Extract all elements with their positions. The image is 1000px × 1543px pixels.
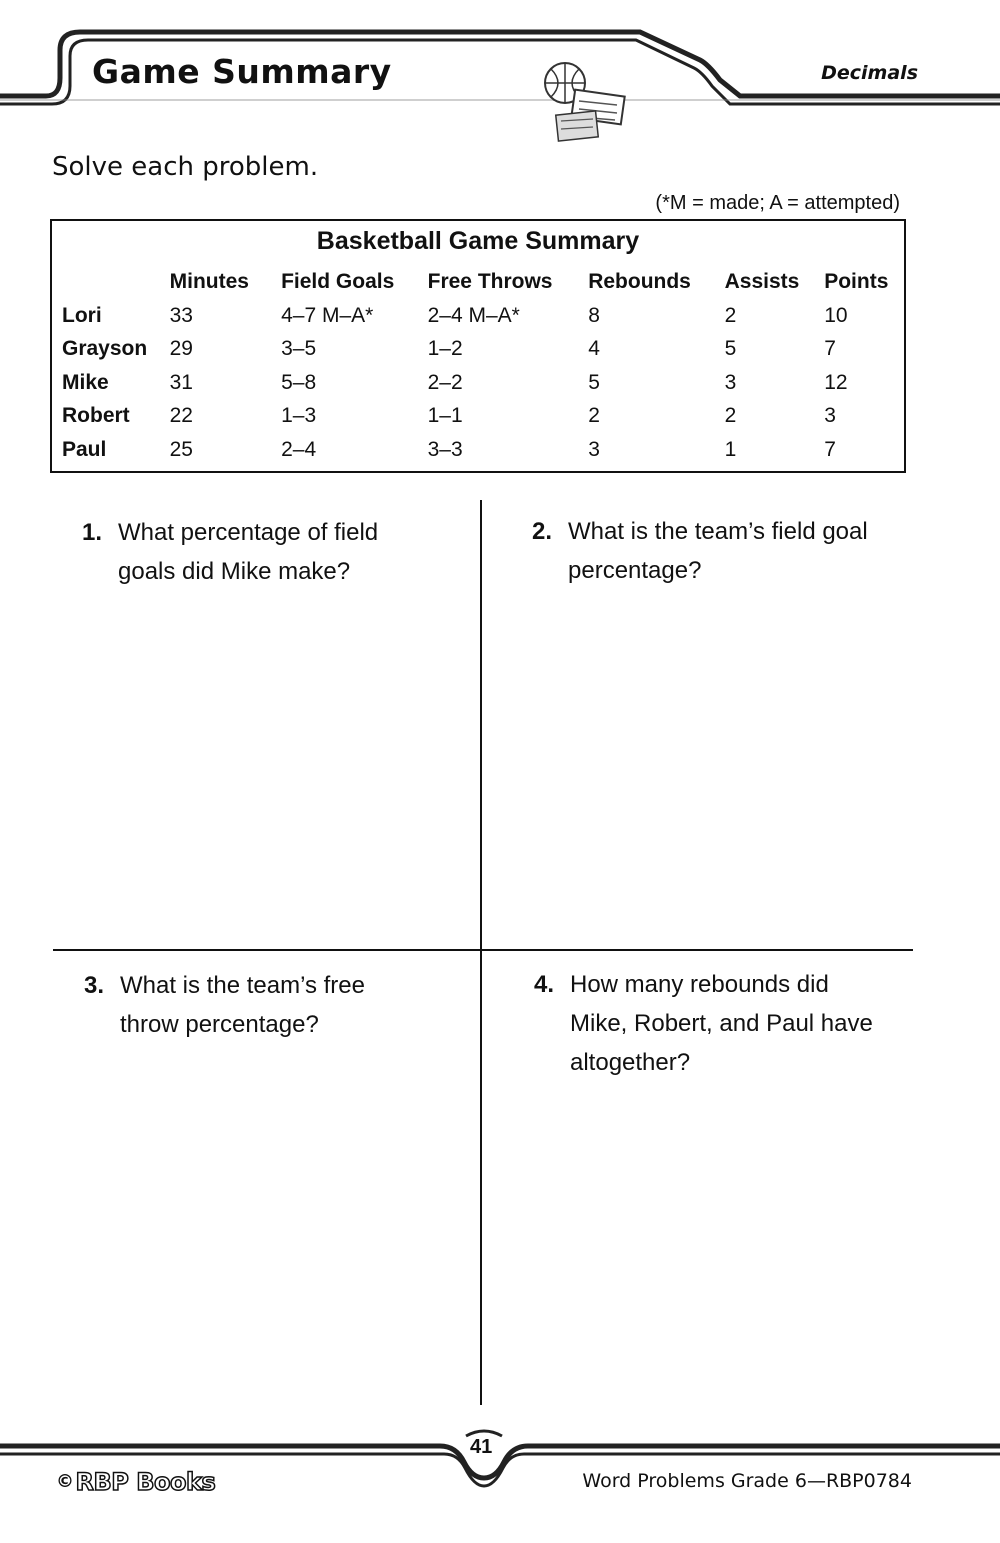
table-cell: 5	[588, 370, 600, 394]
table-row	[62, 433, 904, 467]
table-cell: 31	[169, 370, 193, 394]
table-row	[62, 366, 904, 400]
table-header-row	[62, 265, 904, 299]
table-cell: 33	[169, 303, 193, 327]
page-number: 41	[470, 1436, 493, 1458]
table-cell: 10	[824, 303, 848, 327]
question-2	[532, 512, 952, 632]
instructions: Solve each problem.	[52, 152, 319, 182]
question-text	[568, 512, 868, 590]
table-cell: 8	[588, 303, 600, 327]
question-number: 3.	[84, 972, 105, 999]
table-cell: 12	[824, 370, 848, 394]
question-4	[534, 965, 954, 1095]
table-legend: (*M = made; A = attempted)	[655, 192, 900, 214]
question-1	[82, 513, 472, 633]
table-cell: 4–7 M–A*	[281, 303, 374, 327]
column-header: Rebounds	[588, 270, 691, 293]
table-row	[62, 299, 904, 333]
table-title: Basketball Game Summary	[316, 227, 640, 255]
book-info: Word Problems Grade 6—RBP0784	[582, 1470, 912, 1492]
publisher-logo	[56, 1468, 215, 1496]
table-cell: 3	[588, 437, 600, 461]
table-cell: 2–4	[281, 437, 317, 461]
table-cell: 5	[724, 337, 737, 361]
table-cell: 2	[724, 303, 737, 327]
basketball-icon	[535, 55, 630, 150]
table-row	[62, 400, 904, 434]
vertical-divider	[480, 500, 482, 1405]
question-line: What is the team’s field goal	[568, 518, 868, 545]
question-3	[84, 966, 474, 1086]
publisher-name: RBP Books	[75, 1468, 216, 1496]
question-line: What is the team’s free	[120, 972, 365, 999]
question-line: goals did Mike make?	[118, 558, 351, 585]
table-cell: 3	[724, 370, 737, 394]
table-cell: 7	[824, 337, 836, 361]
game-summary-table	[50, 219, 906, 473]
table-cell: 1–3	[281, 404, 317, 428]
table-cell: 2–4 M–A*	[427, 303, 520, 327]
table-row	[62, 333, 904, 367]
table-cell: 25	[169, 437, 193, 461]
question-line: throw percentage?	[120, 1011, 319, 1038]
copyright-symbol: ©	[56, 1471, 74, 1492]
page-title: Game Summary	[92, 52, 392, 91]
column-header: Points	[824, 270, 889, 293]
question-text	[120, 966, 365, 1044]
column-header: Minutes	[169, 270, 249, 293]
question-number: 1.	[82, 519, 103, 546]
table-cell: 4	[588, 337, 600, 361]
question-number: 2.	[532, 518, 553, 545]
column-header: Assists	[724, 270, 800, 293]
player-name: Grayson	[62, 337, 148, 361]
question-line: Mike, Robert, and Paul have	[570, 1010, 873, 1037]
table-cell: 29	[169, 337, 193, 361]
table-cell: 2	[724, 404, 737, 428]
player-name: Paul	[62, 437, 107, 461]
table-cell: 3–3	[427, 437, 463, 461]
question-line: percentage?	[568, 557, 702, 584]
table-cell: 1–2	[427, 337, 463, 361]
table-cell: 2	[588, 404, 600, 428]
question-text	[570, 965, 873, 1082]
player-name: Robert	[62, 404, 130, 428]
question-line: How many rebounds did	[570, 971, 829, 998]
table-cell: 2–2	[427, 370, 463, 394]
table-cell: 3	[824, 404, 836, 428]
table-cell: 3–5	[281, 337, 317, 361]
topic-label: Decimals	[821, 62, 918, 84]
horizontal-divider	[53, 949, 913, 951]
column-header: Field Goals	[281, 270, 395, 293]
question-text	[118, 513, 378, 591]
table-cell: 1	[724, 437, 737, 461]
table-cell: 7	[824, 437, 836, 461]
column-header: Free Throws	[427, 270, 553, 293]
table-cell: 22	[169, 404, 193, 428]
player-name: Mike	[62, 370, 109, 394]
table-cell: 5–8	[281, 370, 317, 394]
question-line: altogether?	[570, 1049, 691, 1076]
question-number: 4.	[534, 971, 555, 998]
column-header	[62, 265, 170, 299]
stats-table	[62, 265, 904, 467]
question-line: What percentage of field	[118, 519, 379, 546]
table-cell: 1–1	[427, 404, 463, 428]
player-name: Lori	[62, 303, 102, 327]
